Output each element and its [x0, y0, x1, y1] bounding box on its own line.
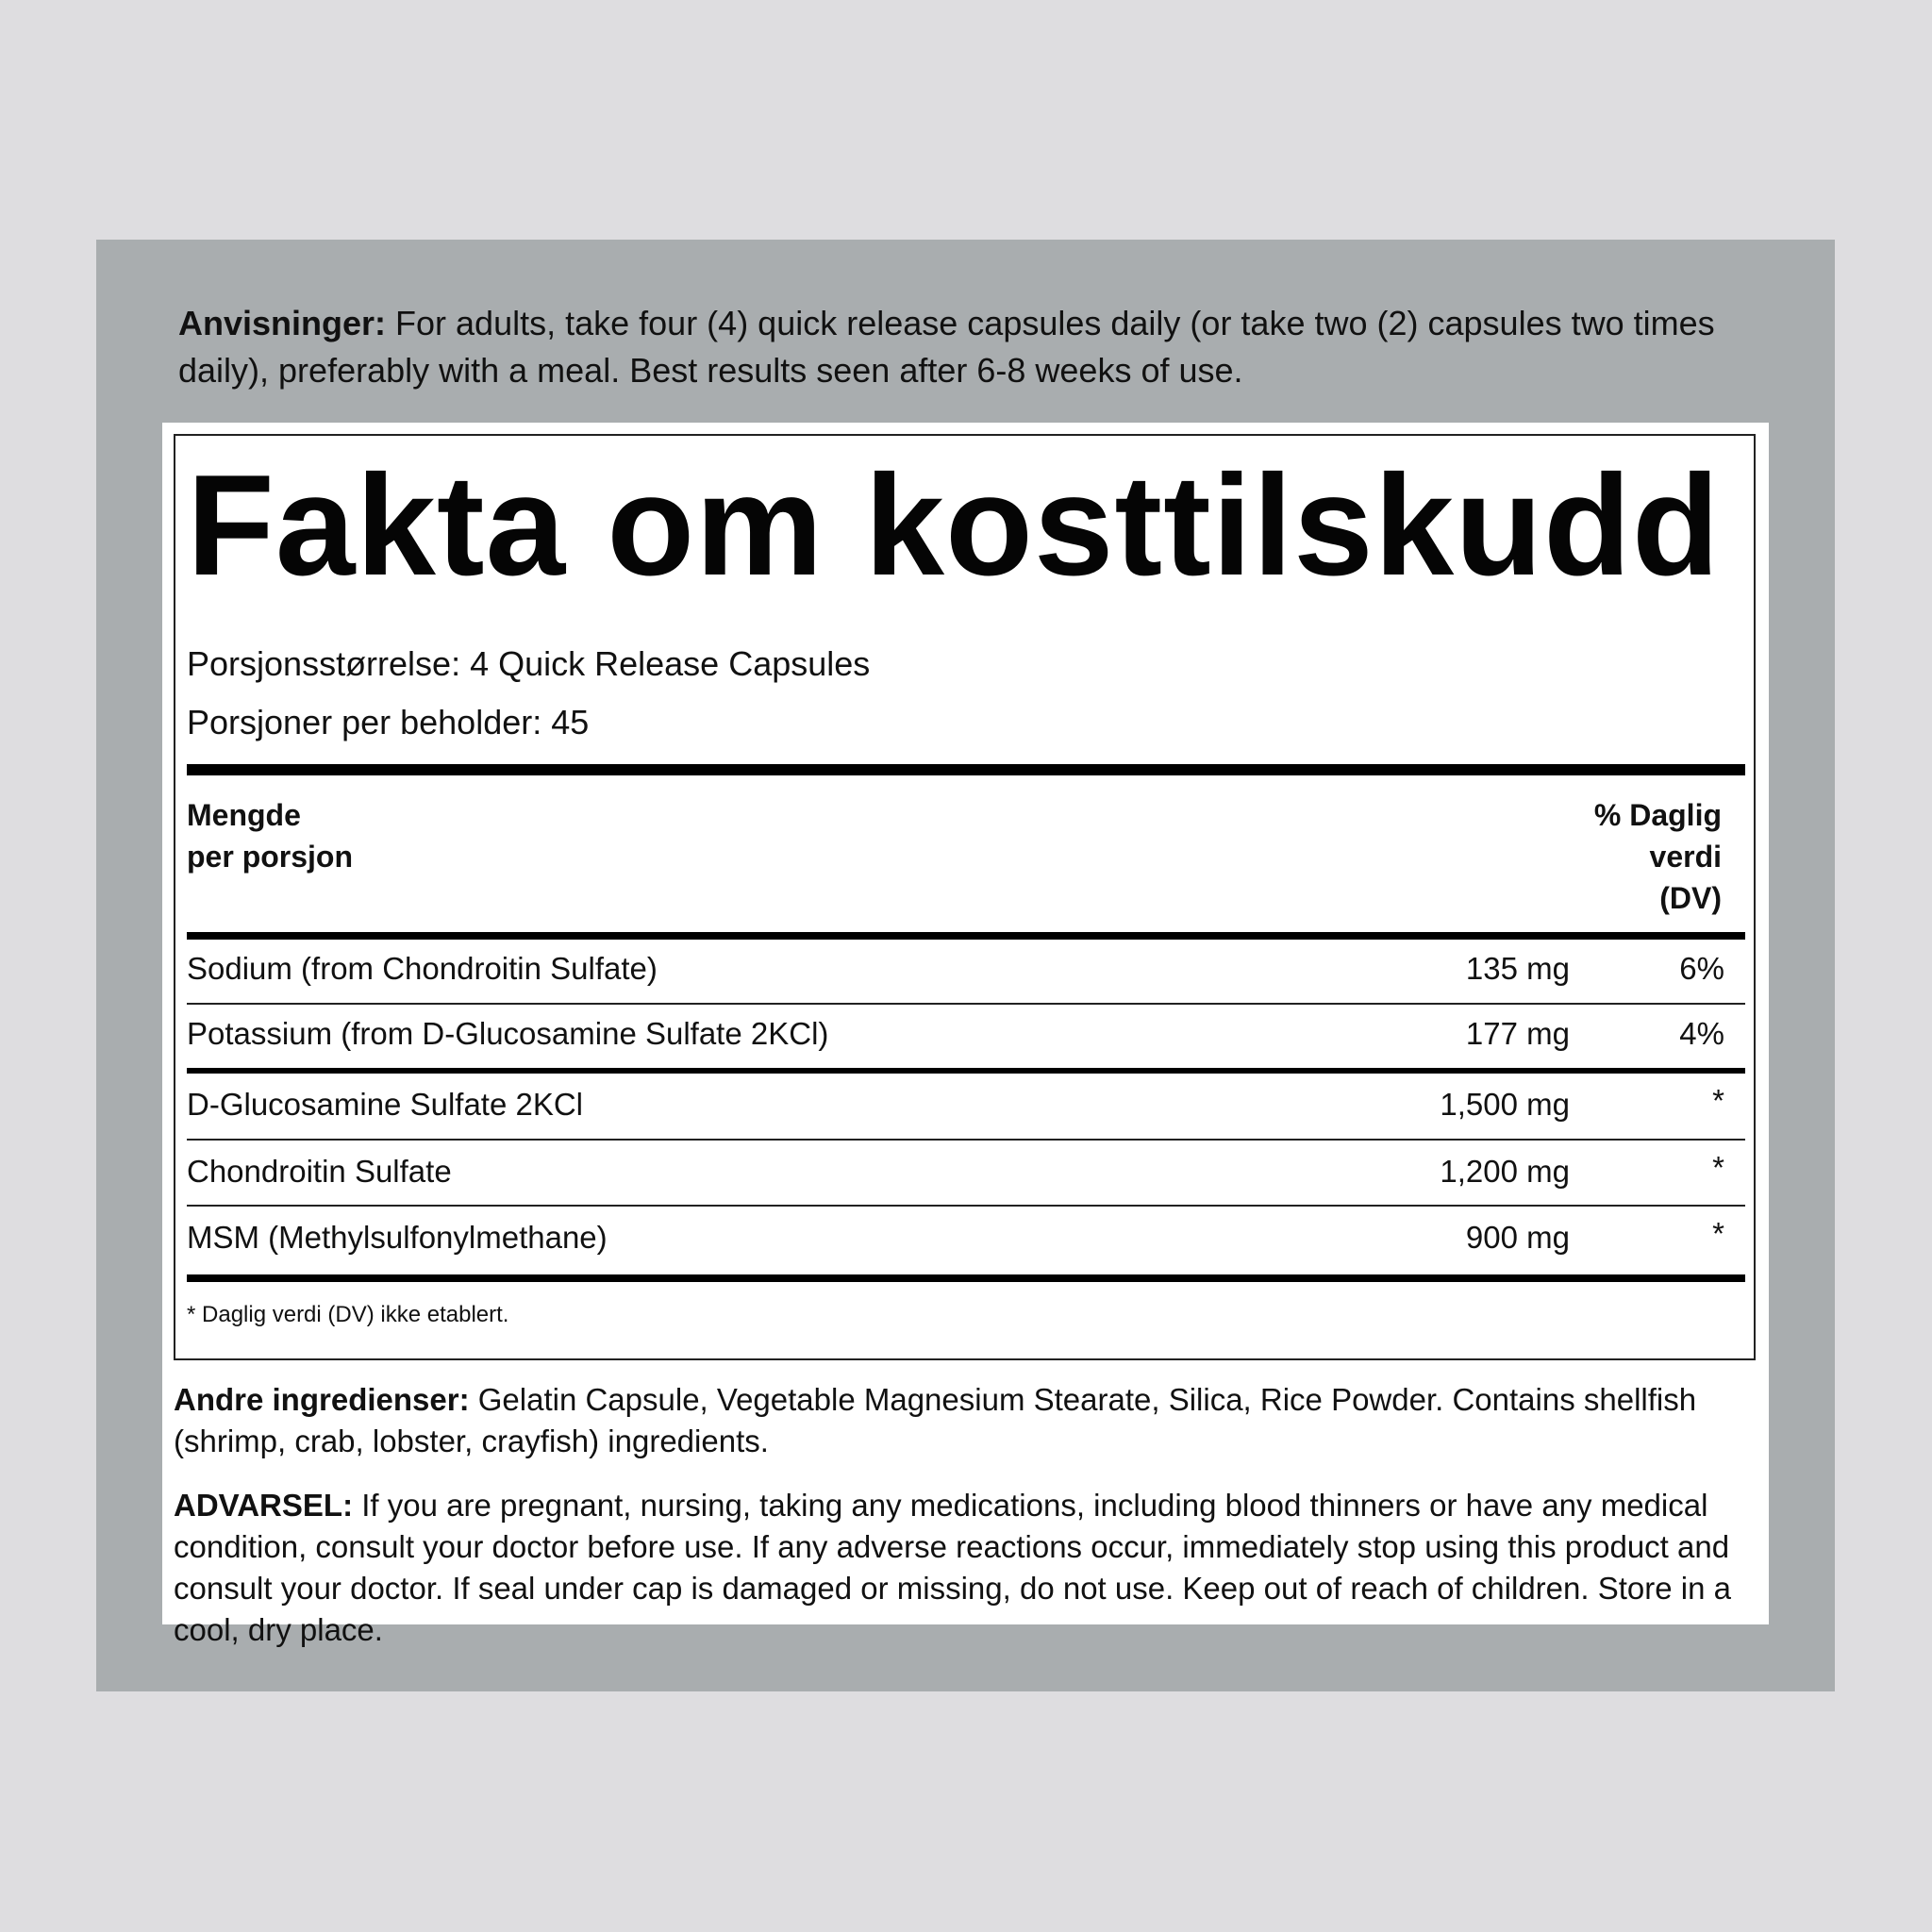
warning-body: If you are pregnant, nursing, taking any medications, including blood thinners or have any medical condition, consult your doctor before use. If any adverse reactions occur, immediately stop using this product and consult your doctor. If seal under cap is damaged or missing, do not use. Keep out of reach of children. Store in a cool, dry place.	[174, 1488, 1731, 1647]
warning-text	[174, 1485, 1758, 1651]
nutrient-dv: 4%	[1679, 1016, 1724, 1051]
nutrient-amount: 1,200 mg	[1440, 1154, 1570, 1189]
facts-title: Fakta om kosttilskudd	[187, 445, 1721, 606]
table-row	[187, 1141, 1745, 1207]
header-dv-line1: % Daglig	[1593, 798, 1722, 832]
nutrient-amount: 900 mg	[1465, 1220, 1570, 1255]
nutrient-name: Potassium (from D-Glucosamine Sulfate 2KCl)	[187, 1016, 829, 1051]
nutrient-amount: 177 mg	[1465, 1016, 1570, 1051]
supplement-facts-box	[174, 434, 1756, 1360]
header-amount-line1: Mengde	[187, 798, 301, 832]
nutrient-name: Sodium (from Chondroitin Sulfate)	[187, 951, 658, 986]
other-ingredients-label: Andre ingredienser:	[174, 1382, 470, 1417]
serving-size: Porsjonsstørrelse: 4 Quick Release Capsules	[187, 644, 871, 683]
table-row	[187, 1207, 1745, 1273]
warning-label: ADVARSEL:	[174, 1488, 354, 1523]
directions-label: Anvisninger:	[178, 304, 387, 342]
nutrient-dv: *	[1712, 1216, 1724, 1251]
nutrient-dv: 6%	[1679, 951, 1724, 986]
nutrient-dv: *	[1712, 1083, 1724, 1118]
nutrient-name: MSM (Methylsulfonylmethane)	[187, 1220, 608, 1255]
directions-body: For adults, take four (4) quick release capsules daily (or take two (2) capsules two times daily), preferably with a meal. Best results seen after 6-8 weeks of use.	[178, 304, 1715, 390]
header-daily-value	[1594, 794, 1722, 919]
nutrient-name: Chondroitin Sulfate	[187, 1154, 452, 1189]
directions-text	[178, 300, 1725, 394]
table-row	[187, 940, 1745, 1005]
header-dv-line2: verdi	[1649, 840, 1722, 874]
header-dv-line3: (DV)	[1659, 881, 1722, 915]
nutrient-amount: 135 mg	[1465, 951, 1570, 986]
table-row	[187, 1005, 1745, 1074]
thick-divider	[187, 764, 1745, 775]
other-ingredients-text	[174, 1379, 1758, 1462]
header-divider	[187, 932, 1745, 940]
header-amount-line2: per porsjon	[187, 840, 354, 874]
header-amount	[187, 794, 353, 877]
dv-footnote: * Daglig verdi (DV) ikke etablert.	[187, 1302, 509, 1327]
nutrient-amount: 1,500 mg	[1440, 1087, 1570, 1122]
nutrient-table	[187, 940, 1745, 1273]
other-ingredients-body: Gelatin Capsule, Vegetable Magnesium Stearate, Silica, Rice Powder. Contains shellfish (shrimp, crab, lobster, crayfish) ingredients.	[174, 1382, 1697, 1458]
nutrient-dv: *	[1712, 1150, 1724, 1185]
bottom-divider	[187, 1274, 1745, 1282]
table-row	[187, 1074, 1745, 1141]
servings-per-container: Porsjoner per beholder: 45	[187, 703, 590, 741]
nutrient-name: D-Glucosamine Sulfate 2KCl	[187, 1087, 584, 1122]
